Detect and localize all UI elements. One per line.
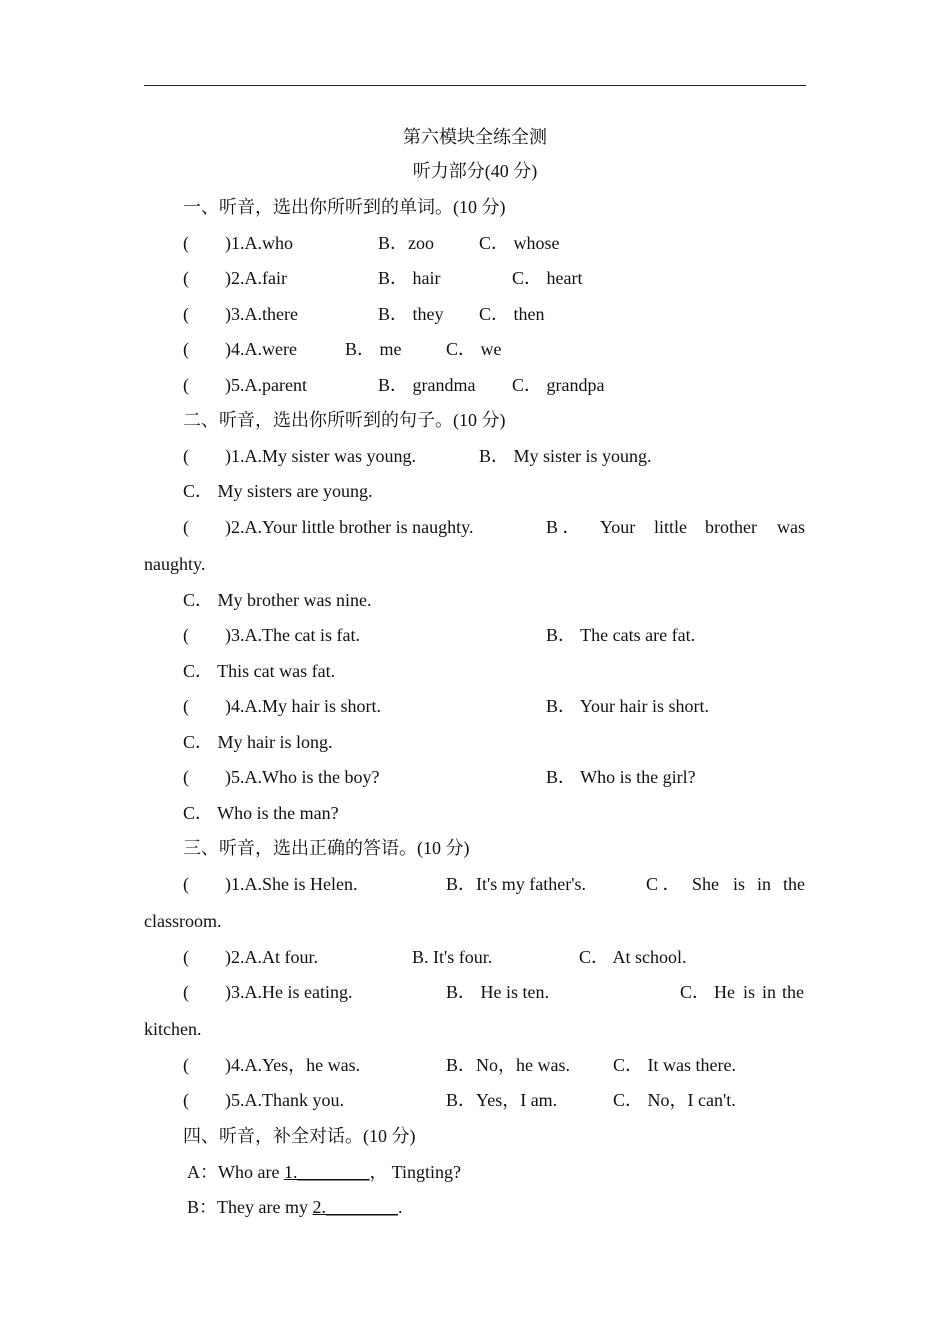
dialogue-a-pre: A：Who are (187, 1162, 284, 1182)
s2-q5-b: B． Who is the girl? (546, 767, 696, 787)
page-title: 第六模块全练全测 (403, 127, 547, 147)
s3-q3-c-w3: is (743, 982, 756, 1002)
section4-heading: 四、听音，补全对话。(10 分) (183, 1126, 416, 1146)
s2-q4-b: B． Your hair is short. (546, 696, 710, 716)
s3-q1-c-w5: the (783, 874, 805, 894)
dialogue-line-b (187, 1196, 402, 1218)
s1-q2-c: C． heart (512, 268, 583, 288)
s2-q3-c: C． This cat was fat. (183, 661, 336, 681)
s2-q2-c: C． My brother was nine. (183, 590, 372, 610)
blank-2: 2.________ (312, 1197, 398, 1217)
s3-q1-c-w3: is (733, 874, 746, 894)
blank-1: 1.________ (283, 1162, 370, 1182)
section3-heading: 三、听音，选出正确的答语。(10 分) (183, 838, 470, 858)
s3-q4-b: B．No，he was. (446, 1055, 570, 1075)
s3-q2-b: B. It's four. (412, 947, 493, 967)
s3-q2-a: ( )2.A.At four. (183, 947, 318, 967)
s2-q2-b-w3: little (654, 517, 687, 537)
s2-q5-c: C． Who is the man? (183, 803, 339, 823)
s2-q1-b: B． My sister is young. (479, 446, 652, 466)
s3-q3-c-w4: in (762, 982, 777, 1002)
s1-q5-c: C． grandpa (512, 375, 605, 395)
s3-q1-c-cont: classroom. (144, 911, 222, 931)
section2-heading: 二、听音，选出你所听到的句子。(10 分) (183, 410, 506, 430)
s2-q1-a: ( )1.A.My sister was young. (183, 446, 416, 466)
s2-q2-b-w5: was (777, 517, 805, 537)
s3-q3-a: ( )3.A.He is eating. (183, 982, 353, 1002)
header-rule (144, 85, 806, 86)
s2-q2-b-w4: brother (705, 517, 757, 537)
s2-q3-b: B． The cats are fat. (546, 625, 696, 645)
s1-q1-b: B．zoo (378, 233, 434, 253)
s1-q5-a: ( )5.A.parent (183, 375, 307, 395)
s1-q1-c: C． whose (479, 233, 560, 253)
s3-q1-c-w4: in (757, 874, 772, 894)
s3-q5-c: C． No，I can't. (613, 1090, 736, 1110)
s1-q4-a: ( )4.A.were (183, 339, 297, 359)
s2-q2-b-cont: naughty. (144, 554, 206, 574)
s3-q2-c: C． At school. (579, 947, 687, 967)
dialogue-b-pre: B：They are my (187, 1197, 313, 1217)
s3-q3-b: B． He is ten. (446, 982, 549, 1002)
s1-q2-a: ( )2.A.fair (183, 268, 287, 288)
s3-q1-a: ( )1.A.She is Helen. (183, 874, 358, 894)
s3-q3-c-w1: C． (680, 982, 711, 1002)
s2-q4-a: ( )4.A.My hair is short. (183, 696, 381, 716)
section1-heading: 一、听音，选出你所听到的单词。(10 分) (183, 197, 506, 217)
page-subtitle: 听力部分(40 分) (412, 161, 538, 181)
s3-q3-c-w5: the (782, 982, 804, 1002)
s2-q4-c: C． My hair is long. (183, 732, 333, 752)
dialogue-a-post: ， Tingting? (369, 1162, 461, 1182)
s3-q4-a: ( )4.A.Yes，he was. (183, 1055, 361, 1075)
s1-q3-b: B． they (378, 304, 444, 324)
s1-q4-c: C． we (446, 339, 502, 359)
s1-q1-a: ( )1.A.who (183, 233, 293, 253)
s3-q5-b: B．Yes，I am. (446, 1090, 558, 1110)
s1-q5-b: B． grandma (378, 375, 476, 395)
s3-q5-a: ( )5.A.Thank you. (183, 1090, 344, 1110)
dialogue-b-post: . (397, 1197, 403, 1217)
dialogue-line-a (187, 1161, 461, 1183)
s3-q1-c-w1: C ． (646, 874, 681, 894)
s1-q2-b: B． hair (378, 268, 441, 288)
s3-q1-c-w2: She (692, 874, 719, 894)
s2-q1-c: C． My sisters are young. (183, 481, 373, 501)
s2-q2-b-w1: B ． (546, 517, 581, 537)
s2-q3-a: ( )3.A.The cat is fat. (183, 625, 360, 645)
s3-q3-c-cont: kitchen. (144, 1019, 202, 1039)
s2-q2-b-w2: Your (600, 517, 636, 537)
s2-q5-a: ( )5.A.Who is the boy? (183, 767, 380, 787)
s1-q3-c: C． then (479, 304, 545, 324)
s1-q3-a: ( )3.A.there (183, 304, 298, 324)
s3-q1-b: B．It's my father's. (446, 874, 586, 894)
s2-q2-a: ( )2.A.Your little brother is naughty. (183, 517, 474, 537)
s3-q3-c-w2: He (714, 982, 735, 1002)
s1-q4-b: B． me (345, 339, 402, 359)
s3-q4-c: C． It was there. (613, 1055, 736, 1075)
